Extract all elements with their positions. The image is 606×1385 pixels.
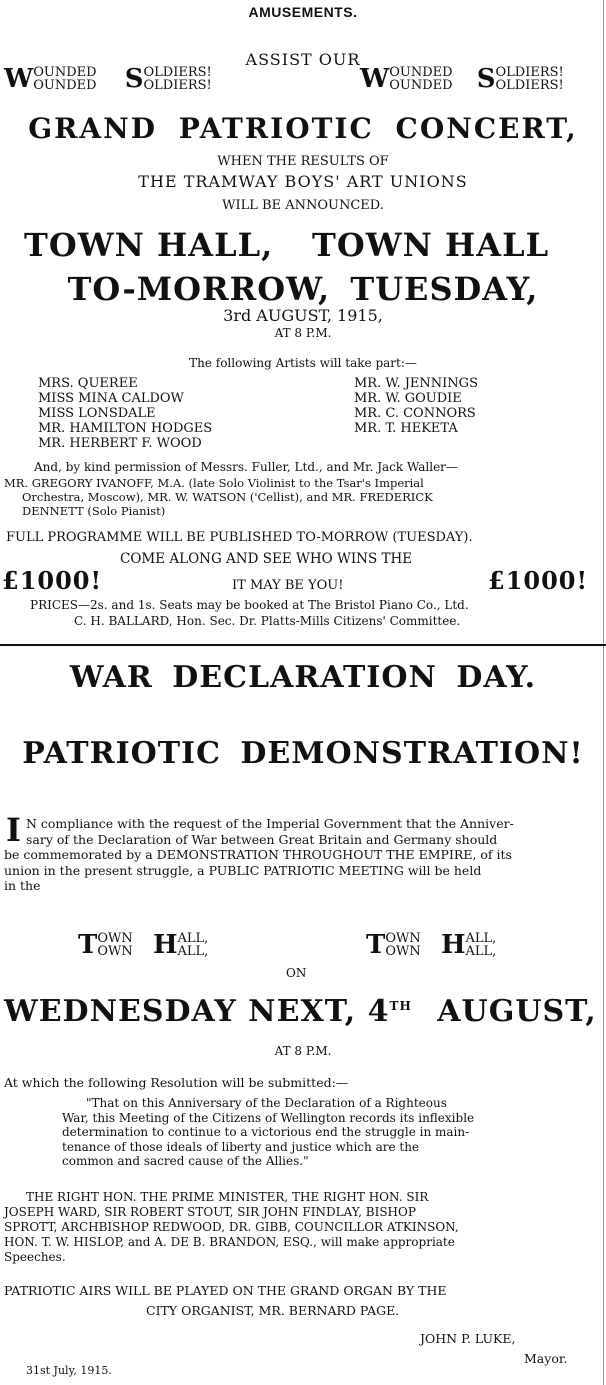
speakers-paragraph: THE RIGHT HON. THE PRIME MINISTER, THE RIGHT HON. SIR JOSEPH WARD, SIR ROBERT STOUT, SIR JOHN FINDLAY, BISHOP SPROTT, ARCHBISHOP REDWOOD, DR. GIBB, COUNCILLOR ATKINSON, HON. T. W. HISLOP, and A. DE B. BRANDON, ESQ., will make appropriate Speeches.: [4, 1190, 459, 1264]
artists-right-list: [354, 376, 478, 436]
ivanoff-paragraph: MR. GREGORY IVANOFF, M.A. (late Solo Violinist to the Tsar's Imperial Orchestra, Moscow), MR. W. WATSON ('Cellist), and MR. FREDERICK DENNETT (Solo Pianist): [4, 476, 433, 518]
permission-line: And, by kind permission of Messrs. Fuller, Ltd., and Mr. Jack Waller—: [34, 460, 458, 474]
organ-line-1: PATRIOTIC AIRS WILL BE PLAYED ON THE GRAND ORGAN BY THE: [4, 1283, 447, 1298]
soldiers-word: S OLDIERS! OLDIERS!: [124, 64, 212, 94]
hall-word: H ALL, ALL,: [152, 930, 209, 960]
prize-right: £1000!: [488, 566, 589, 595]
section-heading: AMUSEMENTS.: [248, 4, 358, 20]
artist-name: MR. W. JENNINGS: [354, 376, 478, 391]
concert-day: TO-MORROW, TUESDAY,: [67, 270, 539, 308]
wounded-soldiers-right: [360, 66, 564, 92]
town-hall-right: [366, 932, 496, 958]
intro-paragraph-cont: be commemorated by a DEMONSTRATION THROUGHOUT THE EMPIRE, of its union in the present struggle, a PUBLIC PATRIOTIC MEETING will be held in the: [4, 847, 512, 893]
artist-name: MR. W. GOUDIE: [354, 391, 462, 406]
on-word: ON: [286, 966, 307, 980]
artist-name: MISS LONSDALE: [38, 406, 156, 421]
resolution-intro: At which the following Resolution will be submitted:—: [4, 1075, 349, 1090]
date-line: 31st July, 1915.: [26, 1364, 112, 1377]
town-word: T OWN OWN: [78, 930, 133, 960]
artists-intro: The following Artists will take part:—: [189, 356, 417, 370]
artist-name: MR. HERBERT F. WOOD: [38, 436, 202, 451]
intro-dropcap: I: [6, 811, 21, 849]
come-along-line: COME ALONG AND SEE WHO WINS THE: [120, 551, 413, 567]
hall-word: H ALL, ALL,: [440, 930, 497, 960]
intro-paragraph: N compliance with the request of the Imperial Government that the Anniver- sary of the Declaration of War between Great Britain and Germany should: [26, 816, 514, 847]
ballard-line: C. H. BALLARD, Hon. Sec. Dr. Platts-Mills Citizens' Committee.: [74, 614, 461, 628]
concert-time: AT 8 P.M.: [274, 326, 332, 340]
organ-line-2: CITY ORGANIST, MR. BERNARD PAGE.: [146, 1303, 400, 1318]
artist-name: MR. C. CONNORS: [354, 406, 476, 421]
wounded-soldiers-left: [4, 66, 212, 92]
artists-left-list: [38, 376, 212, 451]
prize-middle: IT MAY BE YOU!: [232, 578, 344, 593]
wounded-word: W OUNDED OUNDED: [360, 64, 453, 94]
wounded-word: W OUNDED OUNDED: [4, 64, 97, 94]
demonstration-title: WAR DECLARATION DAY.: [69, 660, 537, 695]
signature-title: Mayor.: [524, 1351, 568, 1366]
artist-name: MRS. QUEREE: [38, 376, 138, 391]
town-word: T OWN OWN: [366, 930, 421, 960]
assist-our-line: ASSIST OUR: [245, 50, 361, 69]
tramway-line: THE TRAMWAY BOYS' ART UNIONS: [138, 172, 468, 191]
venue-left: TOWN HALL,: [24, 226, 274, 264]
announced-line: WILL BE ANNOUNCED.: [222, 198, 384, 213]
artist-name: MR. HAMILTON HODGES: [38, 421, 213, 436]
concert-date: 3rd AUGUST, 1915,: [223, 306, 383, 325]
programme-line: FULL PROGRAMME WILL BE PUBLISHED TO-MORROW (TUESDAY).: [6, 530, 473, 545]
town-hall-left: [78, 932, 208, 958]
when-line: WHEN THE RESULTS OF: [217, 154, 389, 169]
artist-name: MISS MINA CALDOW: [38, 391, 184, 406]
venue-right: TOWN HALL: [312, 226, 550, 264]
resolution-text: "That on this Anniversary of the Declaration of a Righteous War, this Meeting of the Citizens of Wellington records its inflexible determination to continue to a victorious end the struggle in main- tenance of those ideals of liberty and justice which are the common and sacred cause of the Allies.": [62, 1096, 475, 1168]
prices-line: PRICES—2s. and 1s. Seats may be booked at The Bristol Piano Co., Ltd.: [30, 598, 469, 612]
section-divider: [0, 644, 606, 646]
meeting-day: WEDNESDAY NEXT, 4TH AUGUST,: [4, 994, 597, 1029]
concert-title: GRAND PATRIOTIC CONCERT,: [28, 112, 578, 145]
soldiers-word: S OLDIERS! OLDIERS!: [476, 64, 564, 94]
signature-name: JOHN P. LUKE,: [420, 1331, 516, 1346]
prize-left: £1000!: [2, 566, 103, 595]
meeting-time: AT 8 P.M.: [274, 1044, 332, 1058]
artist-name: MR. T. HEKETA: [354, 421, 458, 436]
demonstration-subtitle: PATRIOTIC DEMONSTRATION!: [22, 736, 584, 771]
